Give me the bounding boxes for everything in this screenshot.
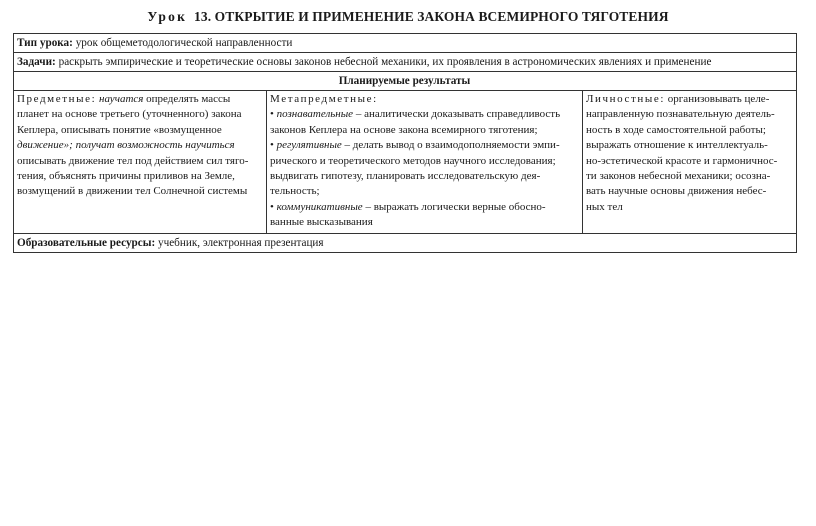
subject-line: описывать движение тел под действием сил тяго- (17, 154, 249, 167)
subject-italic-tail: получат возможность научиться (75, 139, 235, 152)
subject-line: определять массы (143, 93, 231, 105)
subject-line: научатся (99, 93, 144, 105)
personal-line: выражать отношение к интеллектуаль- (586, 139, 768, 152)
meta-heading: Метапредметные: (270, 93, 378, 105)
meta-line: ванные высказывания (270, 216, 373, 229)
subject-line: движение»; (17, 139, 73, 152)
lesson-table (13, 33, 797, 253)
meta-line: выдвигать гипотезу, планировать исследовательскую дея- (270, 170, 541, 183)
lesson-word: Урок (147, 9, 188, 24)
bullet: • (270, 108, 274, 121)
resources-value: учебник, электронная презентация (157, 236, 324, 249)
personal-line: вать научные основы движения небес- (586, 185, 767, 198)
personal-results-cell (582, 91, 796, 233)
lesson-title: 13. ОТКРЫТИЕ И ПРИМЕНЕНИЕ ЗАКОНА ВСЕМИРНОГО ТЯГОТЕНИЯ (194, 9, 669, 24)
tasks-label: Задачи: (17, 56, 56, 68)
meta-line: – аналитически доказывать справедливость (353, 108, 561, 121)
personal-line: направленную познавательную деятель- (586, 108, 775, 121)
resources-row (14, 234, 796, 252)
bullet: • (270, 200, 274, 213)
personal-line: ность в ходе самостоятельной работы; (586, 123, 766, 136)
meta-category: регулятивные (276, 139, 342, 152)
lesson-type-label: Тип урока: (17, 37, 73, 49)
tasks-row (14, 53, 796, 72)
bullet: • (270, 139, 274, 152)
personal-line: ти законов небесной механики; осозна- (586, 170, 771, 183)
subject-heading: Предметные: (17, 93, 97, 105)
meta-line: – выражать логически верные обосно- (362, 200, 546, 213)
page-title (0, 9, 816, 25)
personal-line: ных тел (586, 200, 623, 213)
subject-line: возмущений в движении тел Солнечной системы (17, 185, 248, 198)
lesson-type-value: урок общеметодологической направленности (75, 37, 293, 49)
subject-results-cell (14, 91, 266, 233)
personal-heading: Личностные: (586, 93, 666, 105)
meta-line: тельность; (270, 185, 320, 198)
results-columns (14, 91, 796, 234)
resources-label: Образовательные ресурсы: (17, 236, 156, 249)
subject-line: Кеплера, описывать понятие «возмущенное (17, 123, 222, 136)
personal-line: организовывать целе- (665, 93, 770, 105)
meta-line: законов Кеплера на основе закона всемирного тяготения; (270, 123, 538, 136)
subject-line: планет на основе третьего (уточненного) закона (17, 108, 242, 121)
personal-line: но-эстетической красоте и гармоничнос- (586, 154, 778, 167)
meta-line: рического и теоретического методов научного исследования; (270, 154, 556, 167)
meta-category: познавательные (276, 108, 354, 121)
meta-category: коммуникативные (276, 200, 363, 213)
meta-results-cell (266, 91, 582, 233)
meta-line: – делать вывод о взаимодополняемости эмпи- (341, 139, 560, 152)
lesson-type-row (14, 34, 796, 53)
planned-results-header: Планируемые результаты (14, 72, 796, 91)
subject-line: тения, объяснять причины приливов на Земле, (17, 170, 235, 183)
tasks-value: раскрыть эмпирические и теоретические основы законов небесной механики, их проявления в астрономических явлениях и применение (58, 56, 712, 68)
